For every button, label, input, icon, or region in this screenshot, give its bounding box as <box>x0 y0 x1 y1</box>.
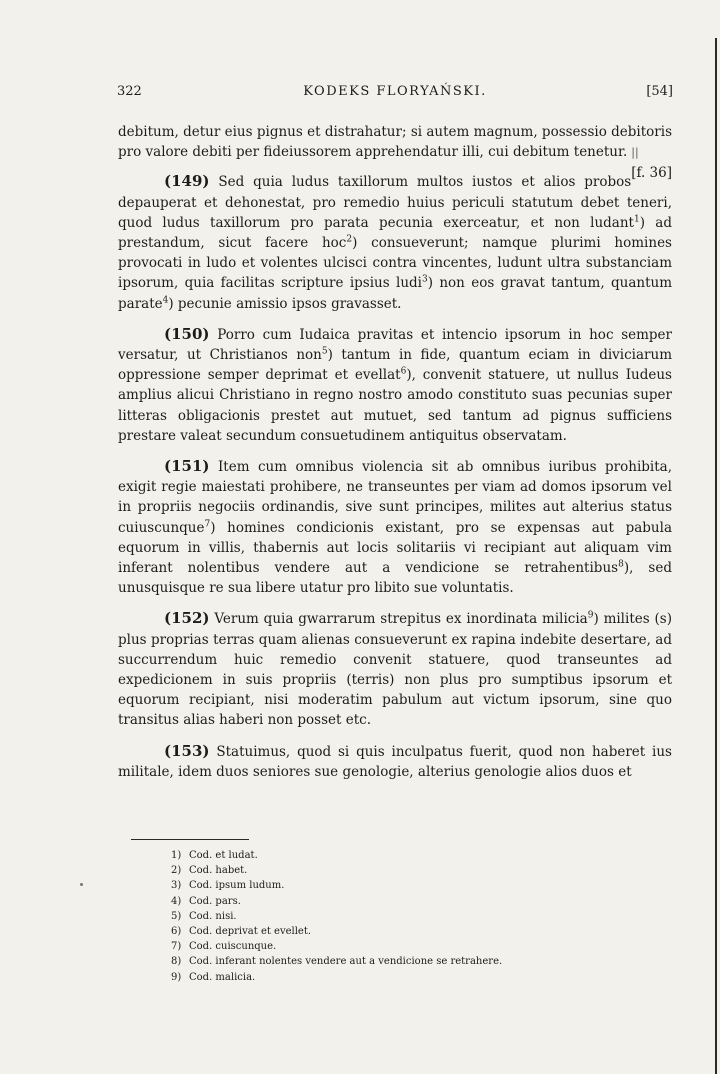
paragraph-number: (150) <box>164 324 210 343</box>
footnote-text: Cod. et ludat. <box>189 850 258 861</box>
paragraph-number: (152) <box>164 609 210 628</box>
footnote <box>171 848 611 863</box>
footnote-text: Cod. pars. <box>189 895 241 907</box>
paragraph-text: ) pecunie amissio ipsos gravasset. <box>168 295 402 312</box>
footnote <box>171 894 611 909</box>
footnote-mark: 8) <box>171 956 182 968</box>
paragraph-text: ) milites (s) plus proprias terras quam alienas consueverunt ex rapina indebite desertare, ad succurrendum huic remedio convenit statuere, quod transeuntes ad expedicionem in suis propriis (terris) non plus pro sumptibus ipsorum et equorum recipiant, nisi moderatim pabulum aut victum ipsorum, sine quo transitus alias haberi non posset etc. <box>118 611 672 729</box>
statute-paragraphs <box>118 171 672 782</box>
footnote-reference: 2 <box>346 234 353 245</box>
paragraph-text: ) homines condicionis existant, pro se expensas aut pabula equorum in villis, thabernis aut locis solitariis vi recipiant aut aliquam vim inferant nolentibus vendere aut a vendicione se retrahentibus <box>118 519 672 577</box>
footnote <box>171 909 611 924</box>
footnote <box>171 924 611 939</box>
paragraph-number: (151) <box>164 457 210 476</box>
page-number: 322 <box>117 84 142 99</box>
statute-paragraph <box>118 608 672 730</box>
footnote-mark: 2) <box>171 865 182 877</box>
footnote-text: Cod. ipsum ludum. <box>189 880 285 892</box>
paragraph-number: (149) <box>164 172 210 191</box>
footnote-reference: 6 <box>400 366 407 377</box>
footnote-text: Cod. cuiscunque. <box>189 941 277 953</box>
footnote-mark: 1) <box>171 850 182 861</box>
footnote-text: Cod. inferant nolentes vendere aut a vendicione se retrahere. <box>189 956 503 968</box>
paragraph-number: (153) <box>164 741 210 760</box>
header-folio: [54] <box>646 84 673 99</box>
footnote-text: Cod. malicia. <box>189 971 256 983</box>
footnote-reference: 9 <box>587 610 594 621</box>
paragraph-text: ), sed unusquisque re sua libere utatur pro libito sue voluntatis. <box>118 560 672 597</box>
paragraph-text: Verum quia gwarrarum strepitus ex inordinata milicia <box>209 611 588 628</box>
footnote-reference: 3 <box>422 274 428 285</box>
statute-paragraph <box>118 171 672 313</box>
footnote-mark: 7) <box>171 941 182 953</box>
footnote-reference: 5 <box>321 346 328 357</box>
paragraph-text: Porro cum Iudaica pravitas et intencio ipsorum in hoc semper versatur, ut Christianos non <box>118 326 672 364</box>
folio-break-marker: || <box>631 146 639 160</box>
footnote-mark: 3) <box>171 880 182 892</box>
footnote-reference: 1 <box>633 214 640 225</box>
footnote <box>171 863 611 878</box>
paragraph-text: ) ad prestandum, sicut facere hoc <box>118 214 672 252</box>
page-edge-line <box>715 38 717 1074</box>
paragraph-text: ) consueverunt; namque plurimi homines provocati in ludo et volentes ulcisci contra vincentes, ludunt ultra substanciam ipsorum, quia facilitas scripture ipsius ludi <box>118 235 672 292</box>
paragraph-text: ) non eos gravat tantum, quantum parate <box>118 275 672 312</box>
paragraph-text: Item cum omnibus violencia sit ab omnibus iuribus prohibita, exigit regie maiestati prohibere, ne transeuntes per viam ad domos ipsorum vel in propriis negociis ordinandis, sive sunt principes, milites aut alterius status cuiuscunque <box>118 459 672 536</box>
intro-text: debitum, detur eius pignus et distrahatur; si autem magnum, possessio debitoris pro valore debiti per fideiussorem apprehendatur illi, cui debitum tenetur. <box>118 124 672 161</box>
footnote-mark: 5) <box>171 910 182 922</box>
footnote <box>171 970 611 985</box>
paragraph-text: ), convenit statuere, ut nullus Iudeus amplius alicui Christiano in regno nostro amodo constituto suas pecunias super litteras obligacionis prestet aut mutuet, sed tantum ad pignus sufficiens prestare valeat secundum consuetudinem antiquitus observatam. <box>118 367 672 444</box>
footnote-reference: 8 <box>618 559 624 570</box>
footnote <box>171 939 611 954</box>
statute-paragraph <box>118 324 672 446</box>
footnote-text: Cod. habet. <box>189 865 248 877</box>
paragraph-text: Sed quia ludus taxillorum multos iustos et alios probos depauperat et dehonestat, pro remedio huius periculi statutum debet teneri, quod ludus taxillorum pro parata pecunia exerceatur, et non ludant <box>118 174 672 231</box>
footnote-reference: 4 <box>162 295 169 306</box>
footnote-mark: 6) <box>171 926 182 938</box>
running-header <box>117 84 673 104</box>
footnote-reference: 7 <box>204 519 211 530</box>
running-title: KODEKS FLORYAŃSKI. <box>303 84 487 99</box>
footnote-mark: 4) <box>171 895 182 907</box>
footnote-text: Cod. nisi. <box>189 910 237 922</box>
margin-speck <box>80 883 83 886</box>
footnote <box>171 878 611 893</box>
footnote <box>171 954 611 969</box>
paragraph-text: Statuimus, quod si quis inculpatus fuerit, quod non haberet ius militale, idem duos seniores sue genologie, alterius genologie alios duos et <box>118 743 672 780</box>
footnote-rule <box>131 839 249 840</box>
main-text <box>118 122 672 792</box>
footnotes <box>171 848 611 985</box>
paragraph-text: ) tantum in fide, quantum eciam in diviciarum oppressione semper deprimat et evellat <box>118 347 672 384</box>
folio-reference: [f. 36] <box>631 165 672 182</box>
footnote-text: Cod. deprivat et evellet. <box>189 926 312 938</box>
footnote-mark: 9) <box>171 971 182 983</box>
statute-paragraph <box>118 456 672 598</box>
statute-paragraph <box>118 741 672 782</box>
